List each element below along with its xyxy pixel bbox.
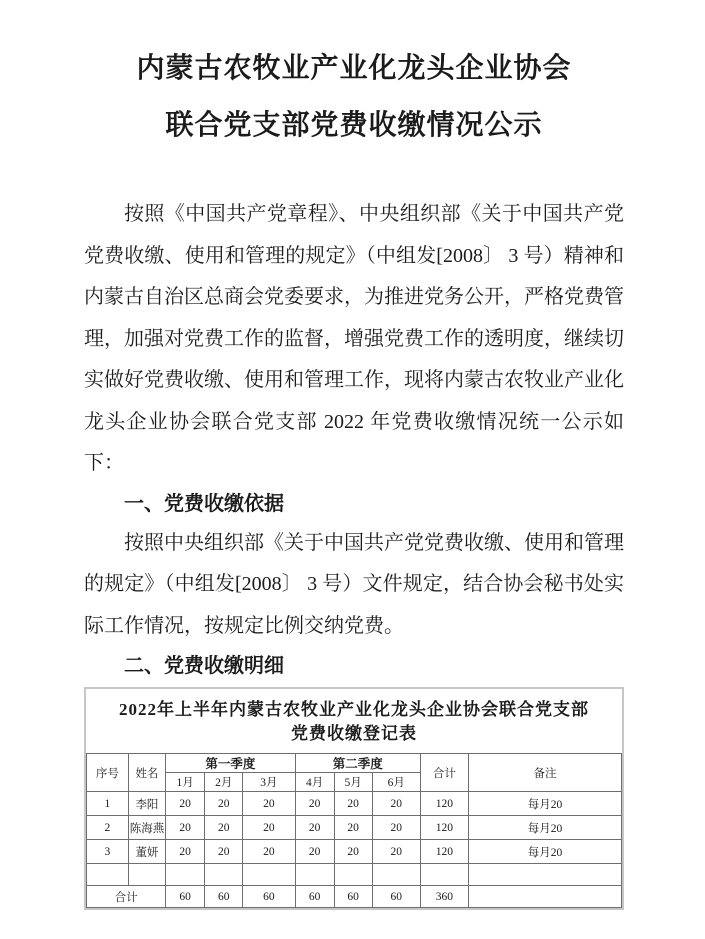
footer-month: 60 <box>205 886 243 908</box>
footer-month: 60 <box>334 886 372 908</box>
cell-name: 陈海燕 <box>128 816 165 840</box>
cell-month: 20 <box>295 792 334 816</box>
header-remark: 备注 <box>468 754 621 792</box>
cell-remark <box>468 864 621 886</box>
cell-month <box>372 864 420 886</box>
footer-month: 60 <box>243 886 295 908</box>
cell-month <box>205 864 243 886</box>
cell-index: 1 <box>87 792 129 816</box>
cell-month: 20 <box>334 816 372 840</box>
table-row-empty <box>87 864 622 886</box>
cell-month: 20 <box>372 792 420 816</box>
cell-name <box>128 864 165 886</box>
cell-month: 20 <box>243 792 295 816</box>
cell-total: 120 <box>420 816 468 840</box>
cell-month <box>334 864 372 886</box>
cell-month: 20 <box>372 816 420 840</box>
footer-month: 60 <box>166 886 205 908</box>
header-quarter1: 第一季度 <box>166 754 295 773</box>
cell-month: 20 <box>295 816 334 840</box>
cell-remark: 每月20 <box>468 792 621 816</box>
cell-month: 20 <box>372 840 420 864</box>
cell-month <box>295 864 334 886</box>
cell-month: 20 <box>205 840 243 864</box>
table-row-2 <box>87 816 622 840</box>
cell-month: 20 <box>205 816 243 840</box>
cell-index: 2 <box>87 816 129 840</box>
footer-remark <box>468 886 621 908</box>
cell-month <box>166 864 205 886</box>
cell-month: 20 <box>205 792 243 816</box>
cell-month: 20 <box>166 792 205 816</box>
cell-remark: 每月20 <box>468 840 621 864</box>
fee-table-title <box>86 689 622 753</box>
intro-paragraph: 按照《中国共产党章程》、中央组织部《关于中国共产党党费收缴、使用和管理的规定》（中组发[2008〕 3 号）精神和内蒙古自治区总商会党委要求，为推进党务公开，严格党费管理，加强对党费工作的监督，增强党费工作的透明度，继续切实做好党费收缴、使用和管理工作，现将内蒙古农牧业产业化龙头企业协会联合党支部 2022 年党费收缴情况统一公示如下： <box>84 203 624 474</box>
header-quarter2: 第二季度 <box>295 754 420 773</box>
section2-heading: 二、党费收缴明细 <box>124 655 284 677</box>
header-month-may: 5月 <box>334 773 372 792</box>
cell-month: 20 <box>243 816 295 840</box>
cell-total <box>420 864 468 886</box>
cell-name: 李阳 <box>128 792 165 816</box>
cell-total: 120 <box>420 840 468 864</box>
cell-month: 20 <box>166 816 205 840</box>
cell-remark: 每月20 <box>468 816 621 840</box>
cell-month: 20 <box>166 840 205 864</box>
table-footer-row <box>87 886 622 908</box>
table-row-1 <box>87 792 622 816</box>
header-month-jan: 1月 <box>166 773 205 792</box>
cell-month: 20 <box>334 840 372 864</box>
fee-table <box>86 753 622 908</box>
header-row-quarters <box>87 754 622 773</box>
doc-title-line1: 内蒙古农牧业产业化龙头企业协会 <box>136 53 572 84</box>
cell-name: 董妍 <box>128 840 165 864</box>
footer-total: 360 <box>420 886 468 908</box>
header-month-mar: 3月 <box>243 773 295 792</box>
header-month-jun: 6月 <box>372 773 420 792</box>
footer-month: 60 <box>372 886 420 908</box>
header-index: 序号 <box>87 754 129 792</box>
header-name: 姓名 <box>128 754 165 792</box>
footer-month: 60 <box>295 886 334 908</box>
fee-table-title-line2: 党费收缴登记表 <box>291 724 417 743</box>
cell-month: 20 <box>334 792 372 816</box>
header-month-apr: 4月 <box>295 773 334 792</box>
table-row-3 <box>87 840 622 864</box>
fee-table-title-line1: 2022年上半年内蒙古农牧业产业化龙头企业协会联合党支部 <box>119 700 589 719</box>
section1-paragraph: 按照中央组织部《关于中国共产党党费收缴、使用和管理的规定》（中组发[2008〕 3 号）文件规定，结合协会秘书处实际工作情况，按规定比例交纳党费。 <box>84 531 624 637</box>
cell-month <box>243 864 295 886</box>
section1-heading: 一、党费收缴依据 <box>124 492 284 515</box>
header-month-feb: 2月 <box>205 773 243 792</box>
cell-index: 3 <box>87 840 129 864</box>
cell-month: 20 <box>243 840 295 864</box>
doc-title-line2: 联合党支部党费收缴情况公示 <box>165 110 543 141</box>
header-total: 合计 <box>420 754 468 792</box>
cell-month: 20 <box>295 840 334 864</box>
footer-label: 合计 <box>87 886 166 908</box>
fee-register-container <box>84 687 624 910</box>
cell-index <box>87 864 129 886</box>
cell-total: 120 <box>420 792 468 816</box>
